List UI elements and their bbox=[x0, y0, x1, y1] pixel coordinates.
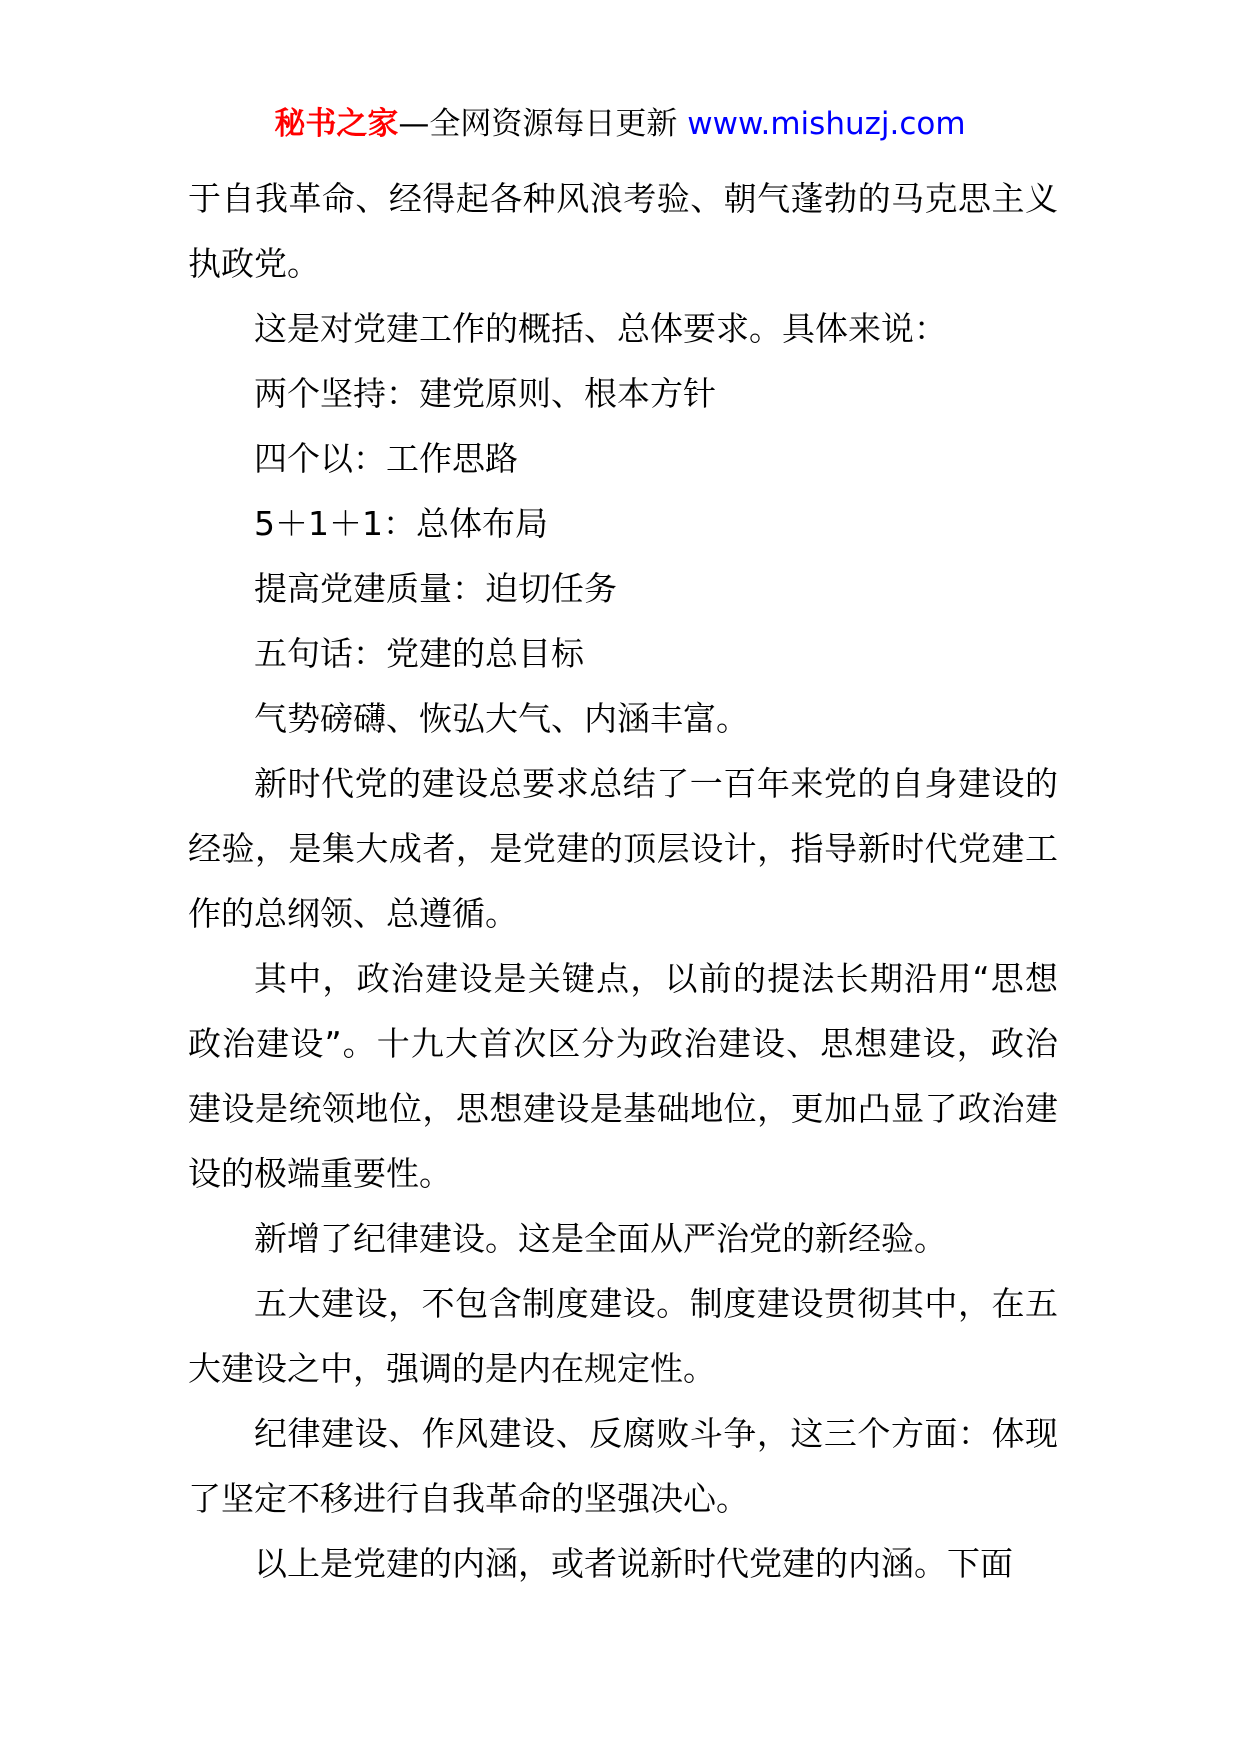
paragraph: 以上是党建的内涵，或者说新时代党建的内涵。下面 bbox=[254, 1544, 1013, 1583]
paragraph: 这是对党建工作的概括、总体要求。具体来说： bbox=[254, 309, 947, 348]
paragraph: 新增了纪律建设。这是全面从严治党的新经验。 bbox=[254, 1219, 947, 1258]
paragraph: 新时代党的建设总要求总结了一百年来党的自身建设的经验，是集大成者，是党建的顶层设计，指导新时代党建工作的总纲领、总遵循。 bbox=[188, 764, 1058, 933]
document-body bbox=[188, 166, 1058, 1596]
paragraph: 气势磅礴、恢弘大气、内涵丰富。 bbox=[254, 699, 749, 738]
paragraph-continued: 于自我革命、经得起各种风浪考验、朝气蓬勃的马克思主义执政党。 bbox=[188, 179, 1058, 283]
paragraph: 提高党建质量：迫切任务 bbox=[254, 569, 617, 608]
paragraph: 五句话：党建的总目标 bbox=[254, 634, 584, 673]
paragraph: 其中，政治建设是关键点，以前的提法长期沿用“思想政治建设”。十九大首次区分为政治建设、思想建设，政治建设是统领地位，思想建设是基础地位，更加凸显了政治建设的极端重要性。 bbox=[188, 959, 1058, 1193]
page-header bbox=[0, 102, 1240, 146]
paragraph: 纪律建设、作风建设、反腐败斗争，这三个方面：体现了坚定不移进行自我革命的坚强决心。 bbox=[188, 1414, 1058, 1518]
paragraph: 四个以：工作思路 bbox=[254, 439, 518, 478]
brand-name: 秘书之家 bbox=[274, 106, 399, 142]
website-link[interactable]: www.mishuzj.com bbox=[687, 106, 966, 142]
paragraph: 两个坚持：建党原则、根本方针 bbox=[254, 374, 716, 413]
paragraph: 5＋1＋1：总体布局 bbox=[254, 504, 548, 543]
header-tagline: —全网资源每日更新 bbox=[398, 106, 678, 142]
paragraph: 五大建设，不包含制度建设。制度建设贯彻其中，在五大建设之中，强调的是内在规定性。 bbox=[188, 1284, 1058, 1388]
